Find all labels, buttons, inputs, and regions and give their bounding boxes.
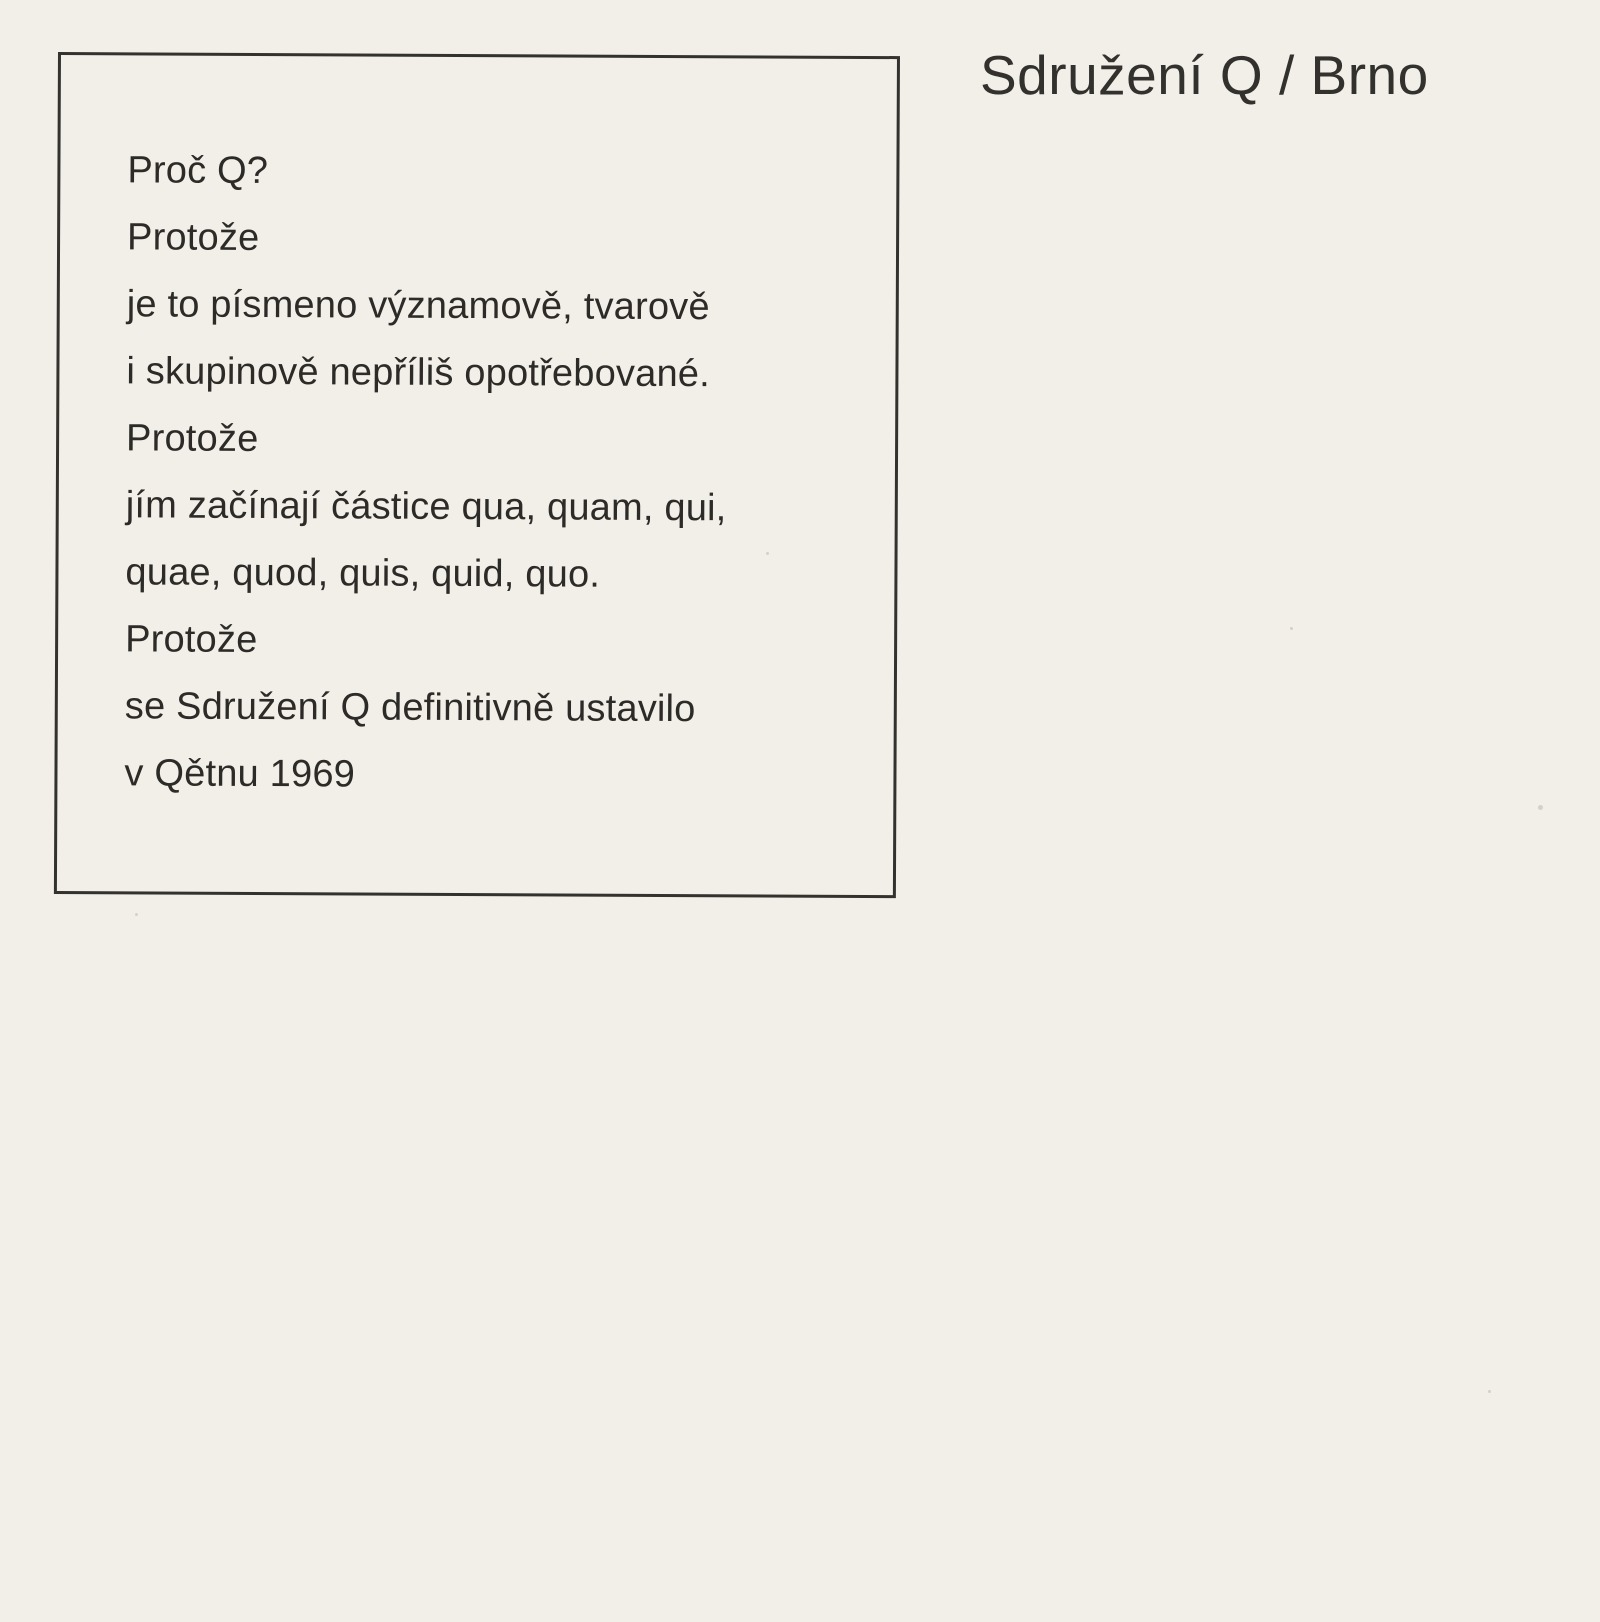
paper-speck	[1538, 805, 1543, 810]
paper-speck	[135, 913, 138, 916]
poem-line: quae, quod, quis, quid, quo.	[125, 551, 601, 596]
poem-line: jím začínají částice qua, quam, qui,	[125, 484, 727, 530]
paper-speck	[1488, 1390, 1491, 1393]
poem-line: Protože	[126, 417, 259, 460]
poem-text	[124, 147, 728, 820]
paper-speck	[1290, 627, 1293, 630]
poem-line: v Qětnu 1969	[124, 752, 356, 796]
poem-line: Protože	[126, 216, 260, 259]
poem-line: je to písmeno významově, tvarově	[126, 283, 710, 329]
poem-line: Protože	[125, 618, 258, 661]
framed-text-box	[54, 52, 900, 898]
poem-line: i skupinově nepříliš opotřebované.	[126, 350, 711, 396]
poem-line: Proč Q?	[127, 149, 269, 193]
page-title: Sdružení Q / Brno	[980, 44, 1429, 106]
poem-line: se Sdružení Q definitivně ustavilo	[124, 685, 696, 731]
